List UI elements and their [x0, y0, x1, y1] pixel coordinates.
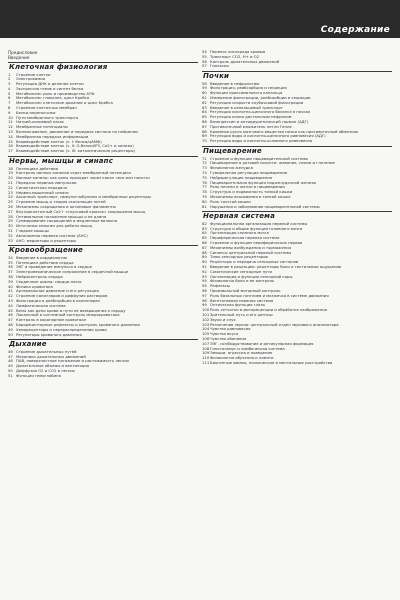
toc-entry-number: 78	[202, 189, 207, 195]
toc-entry-number: 6	[8, 95, 11, 101]
toc-entry-title: Метаболизм: роль и производство АТФ	[16, 91, 95, 96]
toc-entry-title: Оптимальное положение мышцы и ее длина	[16, 214, 107, 219]
toc-left-column	[8, 50, 198, 379]
section-heading[interactable]	[202, 71, 392, 81]
toc-entry-title: Потенциал действия	[16, 166, 58, 171]
toc-entry-title: Электрохимия	[16, 77, 45, 82]
toc-entry-title: Введение в рецепцию: рецепторы боли и тактильные ощущения	[210, 264, 342, 269]
toc-entry-title: Суммирование сокращений и медленные волокна	[16, 219, 118, 224]
toc-entry-number: 38	[8, 273, 13, 279]
toc-entry-number: 46	[8, 348, 13, 354]
section-heading-text: Почки	[203, 72, 230, 81]
toc-intro-introduction[interactable]: Введение	[8, 55, 30, 60]
toc-entry-number: 80	[202, 198, 207, 204]
toc-entry-number: 92	[202, 268, 207, 274]
page-title: Содержание	[320, 25, 390, 35]
toc-entry-number: 40	[8, 283, 13, 289]
toc-entry[interactable]	[8, 374, 198, 379]
toc-entry-number: 5	[8, 90, 11, 96]
toc-entry-number: 77	[202, 184, 207, 190]
toc-entry-title: Фильтрация и реабсорбция в капиллярах	[16, 298, 100, 303]
toc-entry-title: Строение клеточных мембран	[16, 106, 77, 111]
toc-entry-number: 95	[202, 283, 207, 289]
toc-entry-number: 49	[8, 363, 13, 369]
toc-entry-number: 57	[202, 63, 207, 69]
toc-entry-number: 98	[202, 297, 207, 303]
toc-entry-number: 48	[8, 321, 13, 327]
toc-entry-number: 76	[202, 179, 207, 185]
toc-entry-number: 102	[202, 316, 210, 322]
toc-entry-title: Физиология обучения и памяти	[210, 356, 274, 361]
toc-entry-number: 94	[202, 278, 207, 284]
toc-entry-number: 42	[8, 293, 13, 299]
toc-entry-number: 47	[8, 353, 13, 359]
toc-entry-title: Механизмы сокращения и актиновые филаменты	[16, 204, 116, 209]
toc-entry-title: Гуморальная регуляция пищеварения	[210, 170, 288, 175]
toc-entry-title: Метаболизм: клеточное дыхание и цикл Кребса	[16, 101, 113, 106]
toc-entry-number: 7	[8, 100, 11, 106]
toc-entry-number: 10	[8, 114, 13, 120]
toc-entry-number: 2	[8, 76, 11, 82]
toc-entry-number: 75	[202, 174, 207, 180]
toc-entry-title: Произвольный моторный контроль	[210, 288, 281, 293]
toc-entry-title: Контроль дыхательных движений	[210, 59, 280, 64]
toc-entry-number: 31	[8, 227, 13, 233]
toc-entry-title: Строение мышц и теория скользящих нитей	[16, 200, 106, 205]
toc-entry-number: 58	[202, 80, 207, 86]
toc-entry-number: 71	[202, 155, 207, 161]
toc-entry-title: Строение капилляров и диффузия растворов	[16, 294, 108, 299]
toc-entry-number: 25	[8, 199, 13, 205]
toc-right-column	[202, 50, 392, 366]
toc-entry-number: 13	[8, 129, 13, 135]
toc-entry-number: 34	[8, 254, 13, 260]
toc-entry-title: Лимфатическая система	[16, 303, 66, 308]
toc-entry-number: 27	[8, 208, 13, 214]
toc-entry-title: Биогенные амины, психические и ментальные расстройства	[210, 360, 333, 365]
toc-entry-number: 105	[202, 331, 210, 337]
toc-entry[interactable]	[8, 149, 198, 154]
toc-entry-title: Хеморецепторы и перераспределение крови	[16, 327, 107, 332]
toc-entry-title: Кровяное русло мозгового вещества почки как противоточный обменник	[210, 129, 359, 134]
toc-entry-title: Вегетативная нервная система	[210, 298, 274, 303]
toc-entry-title: Нервно-мышечный синапс	[16, 190, 70, 195]
toc-entry-number: 51	[8, 372, 13, 378]
toc-entry-title: Регуляция кислотно-щелочного баланса в почках	[210, 110, 311, 115]
toc-entry-title: Внутриклеточный Ca2+ «спусковой крючок» сокращения мышц	[16, 209, 146, 214]
toc-entry-title: Мембранные потенциалы	[16, 125, 68, 130]
toc-entry-title: Измерение фильтрации, реабсорбции и секреции	[210, 96, 311, 101]
toc-entry-number: 109	[202, 350, 210, 356]
toc-entry-title: Строение дыхательных путей	[16, 349, 77, 354]
toc-entry-title: Вены как депо крови и пути ее возвращения к сердцу	[16, 308, 126, 313]
toc-entry-number: 101	[202, 311, 210, 317]
toc-entry-title: Оптическая функция глаза	[210, 303, 265, 308]
toc-entry-number: 83	[202, 225, 207, 231]
toc-entry-number: 59	[202, 85, 207, 91]
toc-entry-title: Роль толстой кишки	[210, 199, 251, 204]
toc-entry-title: Строение и функции пищеварительной системы	[210, 156, 309, 161]
toc-entry-title: Регуляция ДНК и деление клетки	[16, 82, 84, 87]
toc-entry-number: 100	[202, 307, 210, 313]
toc-entry-number: 68	[202, 128, 207, 134]
toc-entry-title: Чувство вкуса	[210, 332, 239, 337]
toc-entry-title: Метаболизм: гликолиз, цикл Кребса	[16, 96, 90, 101]
toc-entry-title: Гипоксия	[210, 64, 229, 69]
toc-entry-number: 30	[8, 223, 13, 229]
toc-entry-title: ЭЭГ, сон/бодрствование и ретикулярная формация	[210, 341, 314, 346]
toc-entry-title: Механика дыхательных движений	[16, 354, 86, 359]
toc-entry-number: 16	[8, 143, 13, 149]
section-heading[interactable]	[202, 211, 392, 221]
toc-entry-title: Нейрорегуляция пищеварения	[210, 175, 273, 180]
toc-entry-title: Вазопрессин и антидиуретический гормон (АДГ)	[210, 120, 309, 125]
toc-entry-number: 82	[202, 220, 207, 226]
section-heading[interactable]	[8, 339, 198, 349]
toc-entry[interactable]	[202, 205, 392, 210]
toc-entry-title: Рецепторы и передача сенсорных сигналов	[210, 260, 299, 265]
section-heading[interactable]	[202, 146, 392, 156]
toc-entry-title: Локальный и системный контроль микрокровотока	[16, 313, 120, 318]
toc-entry-title: Структура и общие функции головного мозга	[210, 226, 303, 231]
toc-entry-title: Механизмы возбуждения и торможения	[210, 245, 292, 250]
toc-entry-title: Регуляция воды и кислотно-основного равновесия	[210, 139, 313, 144]
toc-entry-title: Контроль в коронарном кровотоке	[16, 318, 86, 323]
toc-entry-number: 9	[8, 109, 11, 115]
toc-entry-number: 28	[8, 213, 13, 219]
section-heading[interactable]	[8, 62, 198, 72]
toc-entry-title: Электромеханическое сопряжение в сердечной мышце	[16, 270, 129, 275]
toc-entry-title: Зрительный путь и его центры	[210, 312, 273, 317]
toc-entry-number: 54	[202, 49, 207, 54]
toc-entry-title: Регуляторы кровяного давления	[16, 332, 82, 337]
toc-entry-title: Пищеварительная функция поджелудочной железы	[210, 180, 317, 185]
toc-entry-number: 97	[202, 292, 207, 298]
toc-entry-title: Экспрессия генов и синтез белка	[16, 86, 84, 91]
toc-entry-title: Периферическая нервная система	[210, 236, 280, 241]
toc-entry-number: 36	[8, 264, 13, 270]
toc-entry-title: Нейроконтроль сердца	[16, 274, 63, 279]
toc-entry-number: 61	[202, 95, 207, 101]
toc-entry-number: 45	[8, 307, 13, 313]
toc-entry-number: 48	[8, 358, 13, 364]
toc-entry-number: 55	[202, 53, 207, 59]
toc-entry-number: 88	[202, 249, 207, 255]
toc-entry-title: Передача нервных импульсов	[16, 180, 77, 185]
toc-entry[interactable]	[202, 64, 392, 69]
toc-entry-title: Физиология желудка	[210, 166, 253, 171]
toc-entry-title: Дыхательные объемы и вентиляция	[16, 364, 89, 369]
toc-entry-title: Синаптическая передача	[16, 185, 67, 190]
toc-entry-title: Роль сетчатки в фоторецепции и обработке изображения	[210, 308, 327, 313]
toc-entry-number: 3	[8, 81, 11, 87]
toc-entry-title: Чувство обоняния	[210, 336, 247, 341]
toc-entry-number: 43	[8, 297, 13, 303]
toc-entry-number: 50	[8, 331, 13, 337]
toc-entry-title: Взаимодействие клеток (ч. I: белки/цАМФ)	[16, 139, 102, 144]
toc-entry-title: Функции гемоглобина	[16, 373, 61, 378]
toc-entry-number: 33	[8, 237, 13, 243]
toc-entry-title: Перенос кислорода кровью	[210, 50, 266, 54]
toc-entry-number: 23	[8, 189, 13, 195]
toc-entry-title: Фильтрация, реабсорбция и секреция	[210, 86, 287, 91]
toc-entry-title: Механизмы всасывания в тонкой кишке	[210, 194, 291, 199]
toc-entry-title: Взаимодействие клеток (ч. III: каталитические рецепторы)	[16, 149, 135, 154]
toc-entry-title: Синапсы центральной нервной системы	[210, 250, 292, 255]
toc-entry-title: ЭКГ и проведение импульса в сердце	[16, 265, 92, 270]
toc-entry-number: 29	[8, 218, 13, 224]
toc-entry-number: 15	[8, 138, 13, 144]
toc-entry-number: 17	[8, 148, 13, 154]
toc-entry-number: 11	[8, 119, 13, 125]
toc-entry-title: Белки-переносчики	[16, 110, 56, 115]
toc-entry-title: Противоточный множитель петли Генле	[210, 124, 292, 129]
toc-entry-title: Диффузия O2 и CO2 в легких	[16, 369, 75, 374]
toc-entry-title: Барорецепторные рефлексы и контроль кровяного давления	[16, 322, 140, 327]
toc-entry-number: 47	[8, 317, 13, 323]
toc-entry-number: 62	[202, 99, 207, 105]
toc-entry-number: 19	[8, 170, 13, 176]
toc-entry-number: 37	[8, 269, 13, 275]
toc-entry-number: 93	[202, 273, 207, 279]
toc-entry-number: 87	[202, 244, 207, 250]
toc-entry-number: 103	[202, 321, 210, 327]
section-heading-text: Пищеварение	[203, 147, 262, 156]
toc-entry-number: 106	[202, 335, 210, 341]
toc-entry-title: Введение в кардиологию	[16, 255, 67, 260]
toc-entry-number: 72	[202, 160, 207, 166]
toc-entry-number: 35	[8, 259, 13, 265]
toc-entry-number: 32	[8, 232, 13, 238]
toc-entry-title: Эмоции, агрессия и поведение	[210, 351, 273, 356]
toc-entry-number: 99	[202, 302, 207, 308]
toc-entry-title: Роль базальных ганглиев и мозжечка в системе движения	[210, 293, 329, 298]
toc-entry-title: Структура и подвижность тонкой кишки	[210, 190, 293, 195]
toc-entry-number: 21	[8, 179, 13, 185]
toc-entry[interactable]	[202, 361, 392, 366]
toc-entry-number: 67	[202, 123, 207, 129]
toc-entry-title: Функциональная организация нервной системы	[210, 221, 308, 226]
toc-entry-number: 89	[202, 254, 207, 260]
toc-entry-title: Строение и функции периферических нервов	[210, 241, 303, 245]
toc-entry-title: Гладкие мышцы	[16, 228, 49, 233]
header-bar	[0, 0, 400, 38]
toc-entry-number: 63	[202, 104, 207, 110]
toc-entry-number: 74	[202, 169, 207, 175]
toc-entry-number: 85	[202, 235, 207, 241]
toc-entry-title: АНС: медиаторы и рецепторы	[16, 238, 77, 243]
toc-entry-number: 81	[202, 203, 207, 209]
toc-entry-number: 20	[8, 175, 13, 181]
toc-entry-title: Сердечные циклы: сердце-насос	[16, 279, 82, 284]
toc-entry-number: 46	[8, 312, 13, 318]
toc-entry-number: 107	[202, 340, 210, 346]
toc-entry-title: Ионные каналы: как ионы проходят через канал «все или ничего»	[16, 176, 151, 181]
toc-entry-number: 26	[8, 203, 13, 209]
toc-entry-number: 18	[8, 165, 13, 171]
toc-right-sections	[202, 71, 392, 366]
toc-entry-number: 39	[8, 278, 13, 284]
section-heading-text: Нервная система	[203, 212, 275, 221]
toc-entry-number: 56	[202, 58, 207, 64]
toc-entry-title: Звуки и слух	[210, 317, 236, 322]
toc-entry-number: 4	[8, 85, 11, 91]
toc-entry-number: 14	[8, 133, 13, 139]
toc-right-continued	[202, 50, 392, 69]
toc-entry-title: Организация и функции сенсорной коры	[210, 274, 293, 279]
toc-entry-number: 111	[202, 359, 210, 365]
toc-entry-number: 73	[202, 165, 207, 171]
toc-entry-number: 86	[202, 240, 207, 245]
toc-entry-title: Введение в нефрологию	[210, 81, 260, 86]
toc-entry-title: Регуляция скорости клубочковой фильтрации	[210, 100, 304, 105]
toc-entry-number: 50	[8, 368, 13, 374]
toc-entry-number: 84	[202, 230, 207, 236]
toc-entry-title: Автономная нервная система (АНС)	[16, 233, 88, 238]
toc-entry-title: Строение клетки	[16, 72, 51, 77]
toc-entry-number: 69	[202, 133, 207, 139]
toc-entry-title: Натрий-калиевый насос	[16, 120, 65, 125]
section-heading-text: Кровообращение	[9, 246, 83, 255]
toc-entry-number: 96	[202, 287, 207, 293]
toc-entry[interactable]	[8, 239, 198, 244]
toc-entry-title: Взаимодействие клеток (ч. II: G-белки/IP3, Ca2+ и киназы)	[16, 144, 134, 149]
toc-entry[interactable]	[202, 139, 392, 144]
toc-entry-number: 60	[202, 90, 207, 96]
toc-entry-title: Соматические сенсорные пути	[210, 269, 272, 274]
toc-entry-number: 65	[202, 114, 207, 120]
toc-entry-number: 12	[8, 124, 13, 130]
toc-entry-title: ПАВ, поверхностное натяжение и растяжимость легких	[16, 359, 130, 364]
toc-entry-title: Чувство равновесия	[210, 327, 251, 332]
toc-entry-number: 64	[202, 109, 207, 115]
toc-entry-title: Транспорт CO2, H+ и O2	[210, 54, 260, 59]
toc-entry-title: Источники энергии для работы мышц	[16, 224, 93, 229]
toc-entry-title: Аксонный транспорт, иммуноглобулины и мембранные рецепторы	[16, 195, 151, 200]
toc-entry-title: Различение звуков: центральный отдел звукового анализатора	[210, 322, 339, 327]
toc-entry-title: Физика кровотока	[16, 284, 53, 289]
toc-entry-title: Роль печени и желчи в пищеварении	[210, 185, 285, 190]
toc-entry-number: 70	[202, 138, 207, 144]
toc-entry-title: Гипоталамус и лимбическая система	[210, 346, 285, 351]
toc-entry-title: Организация спинного мозга	[210, 231, 269, 236]
toc-entry-title: Мембранная передача информации	[16, 134, 89, 139]
toc-entry-title: Регуляция калия дистальным нефроном	[210, 115, 292, 120]
section-heading-text: Нервы, мышцы и синапс	[9, 157, 114, 166]
toc-entry-number: 104	[202, 326, 210, 332]
toc-entry-number: 108	[202, 345, 210, 351]
toc-entry-number: 79	[202, 193, 207, 199]
section-heading-text: Клеточная физиология	[9, 63, 108, 71]
toc-entry-title: Физиология боли и ее контроль	[210, 279, 275, 284]
toc-entry-number: 44	[8, 302, 13, 308]
toc-entry-title: Возникновение, движение и передача сигнала по нейронам	[16, 130, 138, 135]
toc-entry-number: 8	[8, 105, 11, 111]
toc-entry-title: Пищеварение в ротовой полости: жевание, слюна и глотание	[210, 161, 335, 166]
toc-entry-number: 90	[202, 259, 207, 265]
toc-entry-title: Контроль ионных каналов через мембранный потенциал	[16, 171, 132, 176]
toc-entry-number: 1	[8, 71, 11, 77]
toc-entry-number: 24	[8, 194, 13, 200]
toc-entry-title: Функции проксимального канальца	[210, 91, 283, 96]
toc-entry-number: 91	[202, 263, 207, 269]
toc-intro-preface[interactable]: Предисловие	[8, 50, 38, 55]
toc-entry-number: 49	[8, 326, 13, 332]
toc-entry-title: Типы сенсорных рецепторов	[210, 255, 268, 260]
section-heading[interactable]	[8, 245, 198, 255]
toc-entry-title: Регуляция воды и кислотно-щелочного равновесия (АДГ)	[210, 134, 326, 139]
toc-entry-title: Артериальное давление и его регуляция	[16, 289, 99, 294]
toc-entry-title: Нарушения и заболевания пищеварительной системы	[210, 204, 320, 209]
toc-entry[interactable]	[8, 333, 198, 338]
toc-entry-number: 110	[202, 355, 210, 361]
toc-entry-title: Потенциал действия сердца	[16, 260, 74, 265]
toc-entry-title: Пути мембранного транспорта	[16, 115, 79, 120]
toc-entry-title: Введение в канальцевый транспорт	[210, 105, 283, 110]
toc-entry-number: 22	[8, 184, 13, 190]
section-heading-text: Дыхание	[9, 340, 47, 349]
toc-entry-number: 66	[202, 119, 207, 125]
toc-entry-number: 41	[8, 288, 13, 294]
toc-left-sections	[8, 62, 198, 379]
section-heading[interactable]	[8, 156, 198, 166]
toc-entry-title: Рефлексы	[210, 284, 231, 289]
